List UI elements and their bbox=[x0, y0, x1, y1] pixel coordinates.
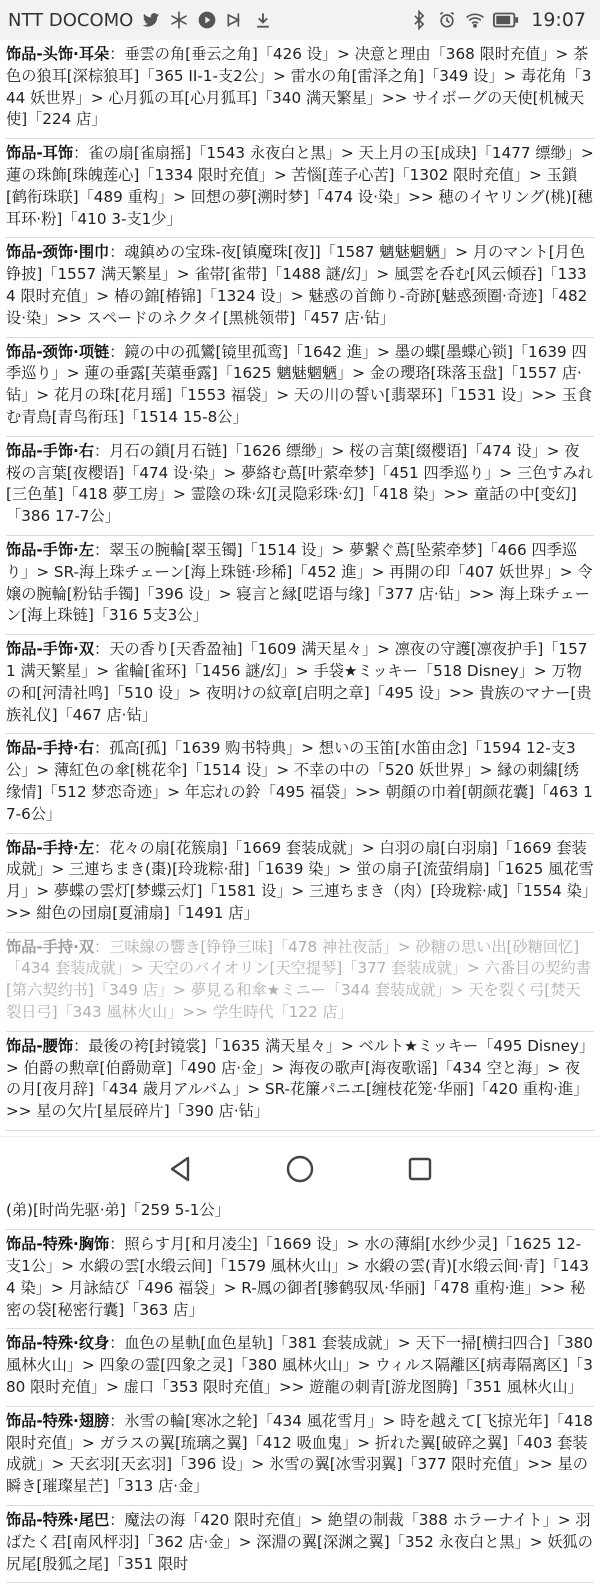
item-text: ：魂鎮めの宝珠-夜[镇魔珠[夜]]「1587 魑魅魍魉」> 月のマント[月色铮披]「1557 满天繁星」> 雀帯[雀带]「1488 謎/幻」> 風雲を呑む[风云倾吞]「1334 限时充值」> 椿の錦[椿锦]「1324 设」> 魅惑の首飾り-奇跡[魅惑颈圈·奇迹]「482 设·染」>> スペードのネクタイ[黑桃领带]「457 店·钻」 bbox=[6, 243, 588, 327]
list-item-faded bbox=[6, 933, 594, 1032]
status-bar-right bbox=[409, 9, 586, 31]
play-icon bbox=[197, 10, 217, 30]
item-text: ：最後の袴[封镜裳]「1635 满天星々」> ベルト★ミッキー「495 Disney」> 伯爵の勲章[伯爵勋章]「490 店·金」> 海夜の歌声[海夜歌谣]「434 空と海」> 夜の月[夜月辞]「434 歳月アルバム」> SR-花簾パニエ[缠枝花笼·华丽]「420 重构·進」>> 星の欠片[星辰碎片]「390 店·钻」 bbox=[6, 1036, 589, 1121]
category-label: 饰品-手饰·右 bbox=[6, 441, 95, 460]
list-item bbox=[6, 338, 594, 437]
category-label: 饰品-特殊·翅膀 bbox=[6, 1411, 110, 1430]
category-label: 饰品-手持·右 bbox=[6, 739, 95, 758]
item-text: ：三味線の響き[铮铮三味]「478 神社夜話」> 砂糖の思い出[砂糖回忆]「434 套装成就」> 天空のバイオリン[天空提琴]「377 套装成就」> 六番目の契約書[第六契约书]「349 店」> 夢見る和傘★ミニー「344 套装成就」> 天を裂く弓[焚天裂日弓]「343 風林火山」>> 学生時代「122 店」 bbox=[6, 937, 591, 1022]
bluetooth-icon bbox=[409, 10, 429, 30]
twitter-icon bbox=[141, 10, 161, 30]
list-item bbox=[6, 1506, 594, 1583]
category-label: 饰品-特殊·纹身 bbox=[6, 1334, 110, 1353]
item-text: ：照らす月[和月凌尘]「1669 设」> 水の薄絹[水纱少灵]「1625 12-支1公」> 水緞の雲[水缎云间]「1579 風林火山」> 水緞の雲(青)[水缎云间·青]「1434 染」> 月詠結び「496 福袋」> R-鳳の御者[骖鹤驭凤·华丽]「478 重构·進」>> 秘密の袋[秘密行囊]「363 店」 bbox=[6, 1235, 589, 1319]
item-text: ：翠玉の腕輪[翠玉镯]「1514 设」> 夢繋ぐ蔦[坠萦牵梦]「466 四季巡り」> SR-海上珠チェーン[海上珠链·珍稀]「452 進」> 再開の印「407 妖世界」> 令嬢の腕輪[粉钻手镯]「396 设」> 寝言と縁[呓语与缘]「377 店·钻」>> 海上珠チェーン[海上珠链]「316 5支3公」 bbox=[6, 540, 593, 625]
list-item bbox=[6, 1032, 594, 1131]
status-bar-left bbox=[8, 10, 273, 31]
category-label: 饰品-特殊·胸饰 bbox=[6, 1235, 110, 1254]
list-item bbox=[6, 536, 594, 635]
category-label: 饰品-手饰·双 bbox=[6, 640, 95, 659]
list-item bbox=[6, 1407, 594, 1506]
list-item bbox=[6, 1230, 594, 1329]
clock-time: 19:07 bbox=[531, 9, 586, 31]
list-item bbox=[6, 1329, 594, 1406]
item-text: ：血色の星軌[血色星轨]「381 套装成就」> 天下一掃[横扫四合]「380 風林火山」> 四象の霊[四象之灵]「380 風林火山」> ウィルス隔離区[病毒隔离区]「380 限时充值」> 虚口「353 限时充值」>> 遊龍の刺青[游龙图腾]「351 風林火山」 bbox=[6, 1334, 593, 1397]
list-item bbox=[6, 734, 594, 833]
list-item bbox=[6, 238, 594, 337]
navigation-bar bbox=[0, 1136, 600, 1200]
category-label: 饰品-颈饰·项链 bbox=[6, 342, 110, 361]
item-text: ：天の香り[天香盈袖]「1609 满天星々」> 凛夜の守護[凛夜护手]「1571 满天繁星」> 雀輪[雀环]「1456 謎/幻」> 手袋★ミッキー「518 Disney」> 万物の和[河清社鸣]「510 设」> 夜明けの紋章[启明之章]「495 设」>> 貴族のマナー[贵族礼仪]「467 店·钻」 bbox=[6, 640, 592, 724]
category-label: 饰品-腰饰 bbox=[6, 1036, 74, 1055]
item-text: ：花々の扇[花簇扇]「1669 套装成就」> 白羽の扇[白羽扇]「1669 套装成就」> 三連ちまき(棗)[玲珑粽·甜]「1639 染」> 蛍の扇子[流萤绢扇]「1625 風花雪月」> 夢蝶の雲灯[梦蝶云灯]「1581 设」> 三連ちまき（肉）[玲珑粽·咸]「1554 染」>> 紺色の団扇[夏浦扇]「1491 店」 bbox=[6, 838, 594, 922]
list-item bbox=[6, 437, 594, 536]
category-label: 饰品-头饰·耳朵 bbox=[6, 45, 110, 63]
list-item bbox=[6, 834, 594, 933]
carrier-label: NTT DOCOMO bbox=[8, 9, 134, 31]
home-circle-icon[interactable] bbox=[280, 1149, 320, 1189]
item-text: ：魔法の海「420 限时充值」> 絶望の制裁「388 ホラーナイト」> 羽ばたく君[南风枰羽]「362 店·金」> 深淵の翼[深渊之翼]「352 永夜白と黒」> 妖狐の尻尾[殷狐之尾]「351 限时 bbox=[6, 1511, 593, 1573]
snowflake-icon bbox=[169, 10, 189, 30]
category-label: 饰品-手持·左 bbox=[6, 838, 95, 857]
text-content[interactable] bbox=[0, 40, 600, 1573]
list-item bbox=[6, 139, 594, 238]
category-label: 饰品-手持·双 bbox=[6, 937, 95, 956]
wifi-icon bbox=[465, 10, 485, 30]
item-text: (弟)[时尚先驱·弟]「259 5-1公」 bbox=[6, 1201, 230, 1220]
battery-icon bbox=[493, 10, 519, 30]
list-item bbox=[6, 40, 594, 139]
category-label: 饰品-耳饰 bbox=[6, 144, 74, 163]
item-text: ：鏡の中の孤鸞[镜里孤鸾]「1642 進」> 墨の蝶[墨蝶心锁]「1639 四季巡り」> 蓮の垂露[芙蕖垂露]「1625 魑魅魍魉」> 金の瓔珞[珠落玉盘]「1557 店·钻」> 花月の珠[花月瑶]「1553 福袋」> 天の川の誓い[翡翠环]「1531 设」>> 玉食む青鳥[青鸟衔珏]「1514 15-8公」 bbox=[6, 342, 593, 426]
status-bar bbox=[0, 0, 600, 40]
category-label: 饰品-颈饰·围巾 bbox=[6, 243, 110, 262]
alarm-icon bbox=[437, 10, 457, 30]
category-label: 饰品-手饰·左 bbox=[6, 540, 95, 559]
item-text: ：孤高[孤]「1639 购书特典」> 想いの玉笛[水笛由念]「1594 12-支3公」> 薄紅色の傘[桃花伞]「1514 设」> 不幸の中の「520 妖世界」> 縁の刺繍[绣缘情]「512 梦恋奇迹」> 年忘れの鈴「495 福袋」>> 朝顔の巾着[朝颜花囊]「463 17-6公」 bbox=[6, 739, 593, 823]
back-triangle-icon[interactable] bbox=[160, 1149, 200, 1189]
item-text: ：氷雪の輪[寒冰之轮]「434 風花雪月」> 時を越えて[飞掠光年]「418 限时充值」> ガラスの翼[琉璃之翼]「412 吸血鬼」> 折れた翼[破碎之翼]「403 套装成就」> 天玄羽[天玄羽]「396 设」> 氷雪の翼[冰雪羽翼]「377 限时充值」>> 星の瞬き[璀璨星芒]「313 店·金」 bbox=[6, 1411, 593, 1496]
download-icon bbox=[253, 10, 273, 30]
category-label: 饰品-特殊·尾巴 bbox=[6, 1511, 110, 1530]
item-text: ：雀の扇[雀扇摇]「1543 永夜白と黒」> 天上月の玉[成玦]「1477 缥缈」> 蓮の珠飾[珠魄莲心]「1334 限时充值」> 苦惱[莲子心苦]「1302 限时充值」> 玉鎖[鹤衔珠联]「489 重构」> 回想の夢[溯时梦]「474 设·染」>> 穂のイヤリング(桃)[穗耳环·粉]「410 3-支1少」 bbox=[6, 144, 594, 228]
send-icon bbox=[225, 10, 245, 30]
item-text: ：月石の鎖[月石链]「1626 缥缈」> 桜の言葉[缀樱语]「474 设」> 夜桜の言葉[夜樱语]「474 设·染」> 夢絡む蔦[叶萦牵梦]「451 四季巡り」> 三色すみれ[三色堇]「418 夢工房」> 霊陰の珠·幻[灵隐彩珠·幻]「418 染」>> 童話の中[变幻]「386 17-7公」 bbox=[6, 441, 593, 526]
recents-square-icon[interactable] bbox=[400, 1149, 440, 1189]
list-item bbox=[6, 635, 594, 734]
item-text: ：垂雲の角[垂云之角]「426 设」> 决意と理由「368 限时充值」> 茶色の狼耳[深棕狼耳]「365 II-1-支2公」> 雷水の角[雷泽之角]「349 设」> 毒花角「344 妖世界」> 心月狐の耳[心月狐耳]「340 满天繁星」>> サイボーグの天使[机械天使]「224 店」 bbox=[6, 45, 592, 129]
